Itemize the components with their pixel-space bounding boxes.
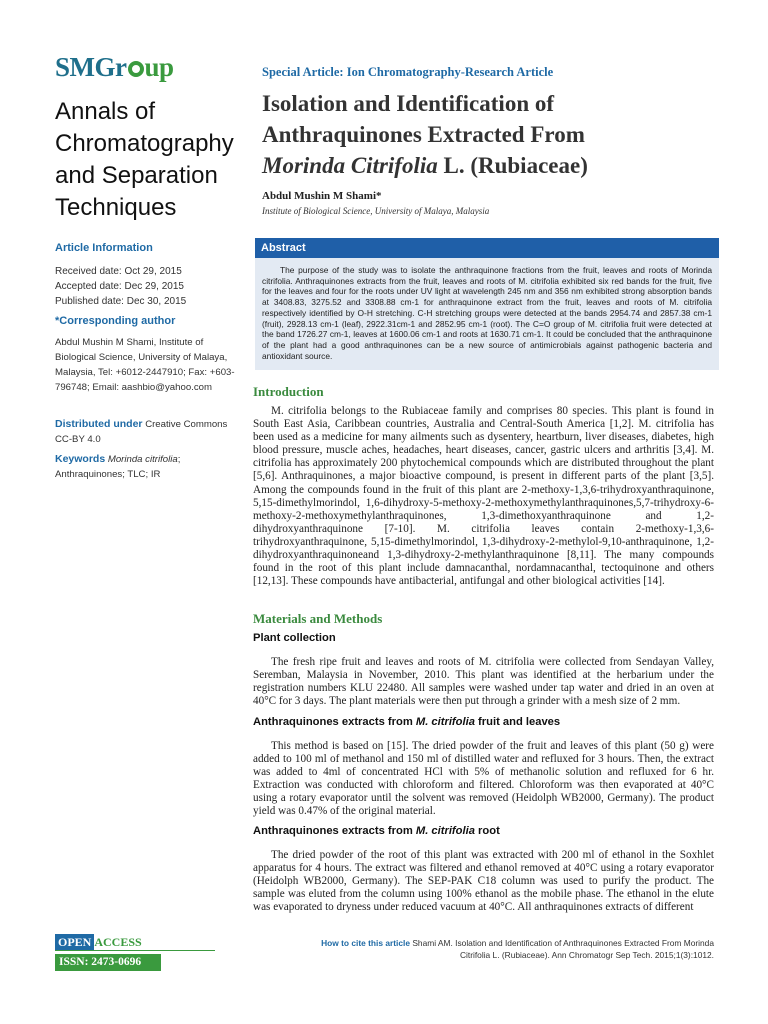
journal-title: Annals of Chromatography and Separation Techniques xyxy=(55,98,234,221)
abstract-heading: Abstract xyxy=(255,238,719,258)
fruit-leaves-heading: Anthraquinones extracts from M. citrifolia fruit and leaves xyxy=(253,716,561,728)
author-affiliation: Institute of Biological Science, University of Malaya, Malaysia xyxy=(262,206,490,216)
plant-collection-heading: Plant collection xyxy=(253,632,336,644)
corresponding-author-details: Abdul Mushin M Shami, Institute of Biological Science, University of Malaya, Malaysia, Tel: +6012-2447910; Fax: +603-796748; Email: aashbio@yahoo.com xyxy=(55,337,235,393)
article-info-heading: Article Information xyxy=(55,242,153,254)
access-label: ACCESS xyxy=(94,935,142,949)
title-species: Morinda Citrifolia xyxy=(262,153,438,178)
article-title xyxy=(262,88,732,181)
article-type: Special Article: Ion Chromatography-Research Article xyxy=(262,65,554,79)
introduction-text: M. citrifolia belongs to the Rubiaceae family and comprises 80 species. This plant is found in South East Asia, Caribbean countries, Australia and Central-South America [1,2]. M. citrifolia has been used as a medicine for many ailments such as dysentery, heartburn, liver diseases, diabetes, high blood pressure, muscle aches, headaches, heart diseases, cancer, gastric ulcers and arthritis [3,4]. M. citrifolia has approximately 200 phytochemical compounds which are distributed throughout the plant [5,6]. Anthraquinones, a major bioactive compound, is present in different parts of the plant [3,5]. Among the compounds found in the fruit of this plant are 2-methoxy-1,3,6-trihydroxyanthraquinone, 5,15-dimethylmorindol, 1,6-dihydroxy-5-methoxy-2-methoxymethylanthraquinones,5,7-trihydroxy-6-methoxy-2-methoxymethylanthraquinones, 1,3-dimethoxyanthraquinone and 1,2-dihydroxyanthraquinone [7-10]. M. citrifolia leaves contain 2-methoxy-1,3,6-trihydroxyanthraquinone, 5,15-dimethylmorindol, 1,3-dihydroxy-2-methylol-9,10-anthraquinone, 1,2-dihydroxyanthraquinoneand 1,3-dihydroxy-2-methylanthraquinone [8,11]. The many compounds found in the root of this plant include damnacanthal, nordamnacanthal, tectoquinone and others [12,13]. These compounds have antibacterial, antifungal and other biological activities [14]. xyxy=(253,405,714,588)
footer-divider xyxy=(55,950,215,951)
introduction-heading: Introduction xyxy=(253,384,324,399)
license-info xyxy=(55,417,245,447)
keyword-species: Morinda citrifolia xyxy=(107,454,178,465)
fruit-leaves-text: This method is based on [15]. The dried powder of the fruit and leaves of this plant (50 g) were added to 100 ml of methanol and 150 ml of distilled water and refluxed for 3 hours. Then, the extract was added to 4ml of concentrated HCl with 5% of methanolic solution and refluxed for 6 hr. Extraction was conducted with chloroform and filtered. Chloroform was then evaporated at 40°C using a rotary evaporator until the solvent was removed (Heidolph WB2000, Germany). The product yield was 0.47% of the original material. xyxy=(253,740,714,818)
leaf-icon xyxy=(128,61,144,77)
cite-text: Shami AM. Isolation and Identification of Anthraquinones Extracted From Morinda Citrifolia L. (Rubiaceae). Ann Chromatogr Sep Tech. 2015;1(3):1012. xyxy=(412,938,714,960)
cite-label: How to cite this article xyxy=(321,938,410,948)
received-date-row: Received date: Oct 29, 2015 xyxy=(55,266,182,277)
license-label: Distributed under xyxy=(55,418,143,430)
title-line-1: Isolation and Identification of xyxy=(262,91,555,116)
published-date: Dec 30, 2015 xyxy=(126,296,187,307)
license-value: Creative Commons CC-BY 4.0 xyxy=(55,419,228,445)
article-dates xyxy=(55,264,186,309)
keywords-label: Keywords xyxy=(55,453,106,465)
title-line-3: Morinda Citrifolia L. (Rubiaceae) xyxy=(262,153,588,178)
open-access-badge xyxy=(55,935,142,950)
citation-block xyxy=(290,937,714,961)
keywords: Keywords Morinda citrifolia; Anthraquinones; TLC; IR xyxy=(55,453,181,480)
methods-heading: Materials and Methods xyxy=(253,611,383,626)
abstract-text: The purpose of the study was to isolate the anthraquinone fractions from the fruit, leaves and roots of Morinda citrifolia. Anthraquinones extracts from the fruit, leaves and roots of M. citrifolia exhibited six red bands for the fruit, five for the leaves and four for the roots under UV light at wavelength 245 nm and 356 nm exhibited strong absorption bands at 3408.83, 3275.52 and 3308.88 cm-1 for anthraquinone extract from the fruit, leaves and roots of M. citrifolia respectively identified by O-H stretching. C-H stretching groups were detected at the bands 2954.74 and 2857.38 cm-1 (fruit), 2928.13 cm-1 (leaf), 2922.31cm-1 and 2852.95 cm-1 (root). The C=O group of M. citrifolia fruit were detected at the band 1726.27 cm-1, leaves at 1600.06 cm-1 and roots at 1630.71 cm-1. It could be concluded that the anthraquinone of the plant had a good anthraquinones can be a new source of antimicrobials against pathogenic bacteria and antioxidant source. xyxy=(262,265,712,361)
received-date: Oct 29, 2015 xyxy=(124,266,182,277)
corresponding-author-heading: *Corresponding author xyxy=(55,315,176,327)
accepted-date-row: Accepted date: Dec 29, 2015 xyxy=(55,281,184,292)
author-name: Abdul Mushin M Shami* xyxy=(262,190,382,202)
keywords-list: Anthraquinones; TLC; IR xyxy=(55,469,161,480)
title-line-2: Anthraquinones Extracted From xyxy=(262,122,585,147)
issn-badge: ISSN: 2473-0696 xyxy=(55,954,161,971)
open-label: OPEN xyxy=(55,934,94,950)
root-text: The dried powder of the root of this plant was extracted with 200 ml of ethanol in the Soxhlet apparatus for 4 hours. The extract was filtered and ethanol removed at 40°C using a rotary evaporator (Heidolph WB2000, Germany). The SEP-PAK C18 column was used to purify the product. The sample was eluted from the column using 100% ethanol as the mobile phase. The ethanol in the elute was evaporated to dryness under reduced vacuum at 40°C. All anthraquinones extracts of different xyxy=(253,849,714,914)
logo-text-1: SMGr xyxy=(55,52,127,82)
logo-text-2: up xyxy=(144,52,174,82)
plant-collection-text: The fresh ripe fruit and leaves and roots of M. citrifolia were collected from Sendayan Valley, Seremban, Malaysia in November, 2010. This plant was identified at the herbarium under the registration numbers KLU 22480. All samples were washed under tap water and dried in an oven at 40°C for 3 days. The plant materials were then put through a grinder with a mesh size of 2 mm. xyxy=(253,656,714,708)
accepted-date: Dec 29, 2015 xyxy=(124,281,184,292)
published-date-row: Published date: Dec 30, 2015 xyxy=(55,296,187,307)
root-heading: Anthraquinones extracts from M. citrifolia root xyxy=(253,825,500,837)
publisher-logo xyxy=(55,52,174,83)
